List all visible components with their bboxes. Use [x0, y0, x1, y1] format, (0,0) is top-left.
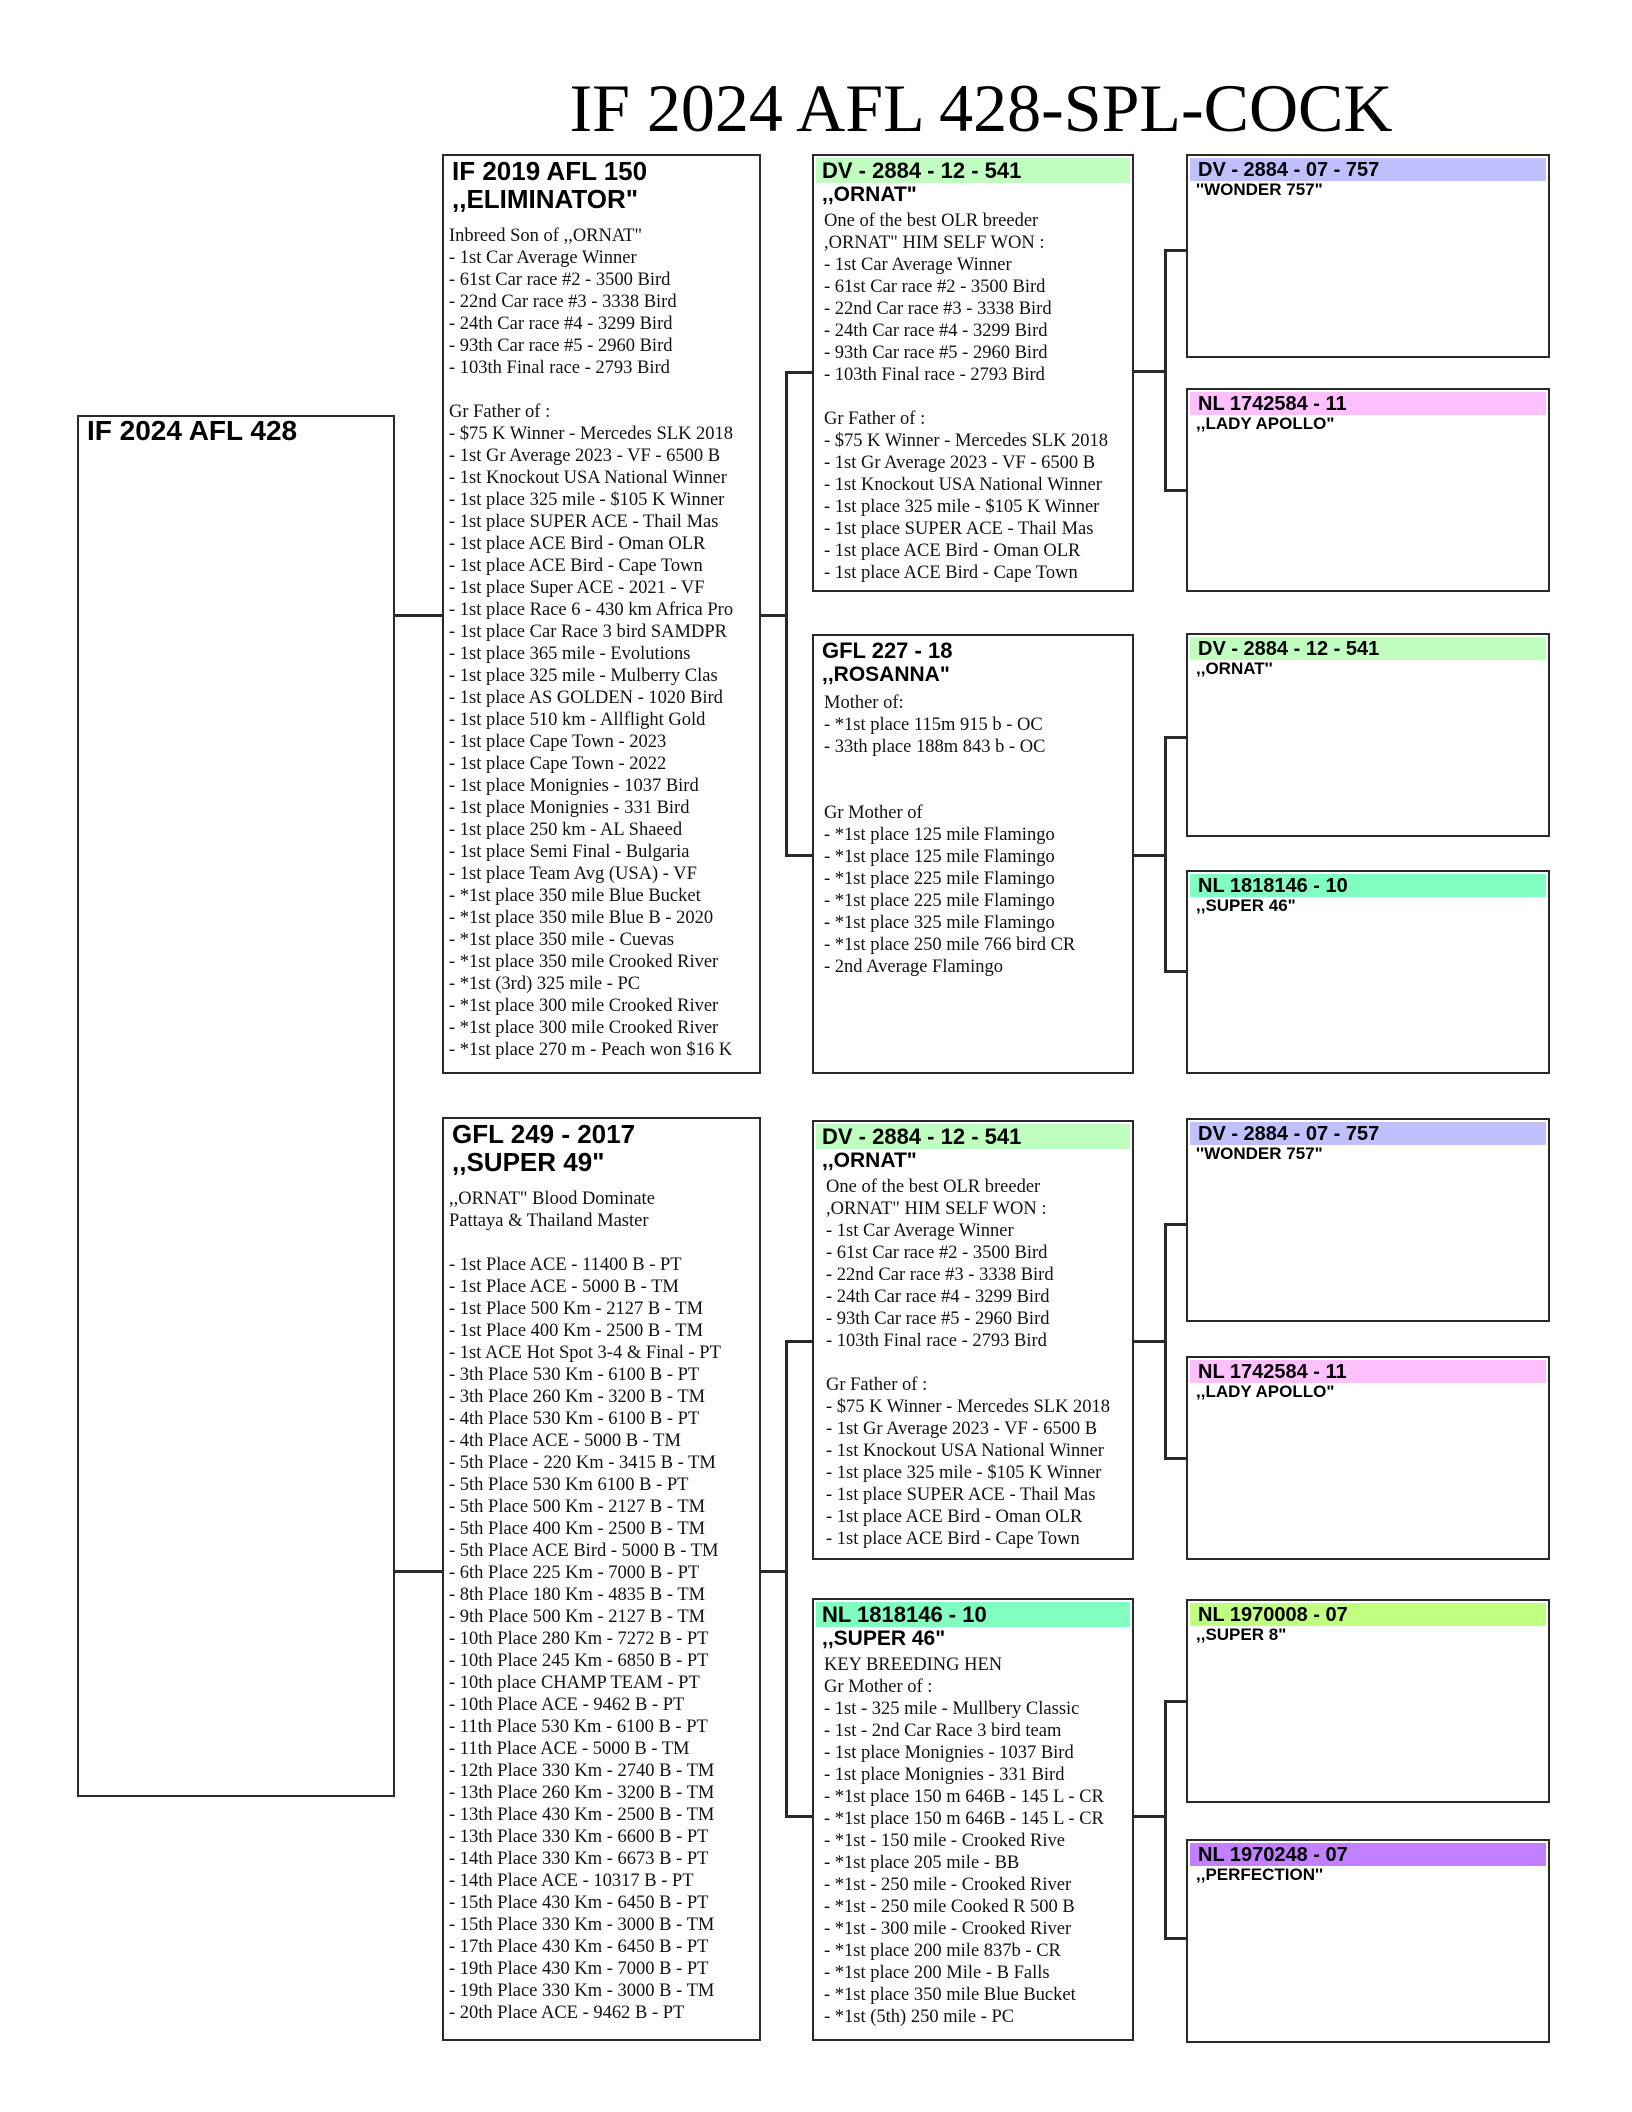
sire-ring: IF 2019 AFL 150 — [452, 156, 648, 186]
note-line: - 1st Gr Average 2023 - VF - 6500 B — [449, 446, 721, 466]
connector — [1164, 249, 1186, 252]
note-line: - 5th Place 400 Km - 2500 B - TM — [449, 1519, 706, 1539]
note-line: - *1st place 350 mile Blue Bucket — [824, 1985, 1076, 2005]
note-line: - 3th Place 530 Km - 6100 B - PT — [449, 1365, 700, 1385]
note-line: - *1st place 250 mile 766 bird CR — [824, 935, 1076, 955]
note-line: - 10th Place 280 Km - 7272 B - PT — [449, 1629, 709, 1649]
note-line: - 93th Car race #5 - 2960 Bird — [826, 1309, 1050, 1329]
note-line: - *1st place 125 mile Flamingo — [824, 847, 1055, 867]
subject-ring: IF 2024 AFL 428 — [87, 415, 298, 446]
connector — [785, 1340, 788, 1818]
note-line: - *1st place 205 mile - BB — [824, 1853, 1020, 1873]
note-line: - *1st - 300 mile - Crooked River — [824, 1919, 1072, 1939]
note-line: - 103th Final race - 2793 Bird — [826, 1331, 1047, 1351]
ggp-box-4 — [1186, 870, 1550, 1074]
note-line: - 1st place ACE Bird - Cape Town — [826, 1529, 1080, 1549]
note-line: - 13th Place 260 Km - 3200 B - TM — [449, 1783, 715, 1803]
note-line: - 1st Car Average Winner — [824, 255, 1012, 275]
note-line: - 11th Place 530 Km - 6100 B - PT — [449, 1717, 708, 1737]
ggp-name: ''WONDER 757" — [1196, 1144, 1323, 1163]
sire-dam-box — [812, 634, 1134, 1074]
note-line: KEY BREEDING HEN — [824, 1655, 1003, 1675]
sire-box — [442, 154, 761, 1074]
note-line: - 1st place Monignies - 331 Bird — [824, 1765, 1065, 1785]
note-line: - 1st Place ACE - 5000 B - TM — [449, 1277, 679, 1297]
connector — [1133, 1340, 1166, 1343]
note-line: - 15th Place 330 Km - 3000 B - TM — [449, 1915, 715, 1935]
connector — [1133, 1815, 1166, 1818]
dam-notes — [444, 1176, 759, 2024]
ggp-box-1 — [1186, 154, 1550, 358]
note-line: - 1st Place 400 Km - 2500 B - TM — [449, 1321, 704, 1341]
connector — [1133, 370, 1166, 373]
note-line — [449, 1232, 759, 1254]
note-line: - 1st place 510 km - Allflight Gold — [449, 710, 706, 730]
sire-sire-box — [812, 154, 1134, 592]
note-line: - *1st place 200 mile 837b - CR — [824, 1941, 1061, 1961]
note-line: - $75 K Winner - Mercedes SLK 2018 — [824, 431, 1109, 451]
ggp-box-6 — [1186, 1356, 1550, 1560]
connector — [760, 614, 787, 617]
note-line: - 1st place Cape Town - 2023 — [449, 732, 667, 752]
note-line: - 61st Car race #2 - 3500 Bird — [824, 277, 1046, 297]
note-line: One of the best OLR breeder — [824, 211, 1039, 231]
note-line: - *1st place 115m 915 b - OC — [824, 715, 1043, 735]
sire-dam-name: ,,ROSANNA" — [822, 663, 950, 686]
note-line: Inbreed Son of ,,ORNAT" — [449, 226, 643, 246]
note-line: - 2nd Average Flamingo — [824, 957, 1003, 977]
connector — [760, 1570, 787, 1573]
note-line: - 61st Car race #2 - 3500 Bird — [826, 1243, 1048, 1263]
connector — [1164, 1937, 1186, 1940]
note-line: - 14th Place ACE - 10317 B - PT — [449, 1871, 694, 1891]
note-line: - 1st place AS GOLDEN - 1020 Bird — [449, 688, 723, 708]
ggp-name: ,,PERFECTION'' — [1196, 1865, 1324, 1884]
note-line: - 5th Place 530 Km 6100 B - PT — [449, 1475, 689, 1495]
connector — [785, 854, 812, 857]
note-line: - 19th Place 430 Km - 7000 B - PT — [449, 1959, 709, 1979]
ggp-ring: NL 1970008 - 07 — [1190, 1603, 1546, 1626]
note-line: - 103th Final race - 2793 Bird — [824, 365, 1045, 385]
note-line: - *1st place 150 m 646B - 145 L - CR — [824, 1787, 1104, 1807]
pedigree-title: IF 2024 AFL 428-SPL-COCK — [569, 70, 1393, 146]
connector — [1164, 489, 1186, 492]
note-line — [824, 758, 1132, 780]
note-line: - 1st Car Average Winner — [449, 248, 637, 268]
note-line: - *1st place 125 mile Flamingo — [824, 825, 1055, 845]
ggp-name: ''WONDER 757" — [1196, 180, 1323, 199]
note-line: - *1st place 350 mile - Cuevas — [449, 930, 675, 950]
ggp-name: ,,LADY APOLLO" — [1196, 414, 1335, 433]
dam-dam-name: ,,SUPER 46" — [822, 1627, 946, 1650]
note-line: - $75 K Winner - Mercedes SLK 2018 — [826, 1397, 1111, 1417]
note-line: - 1st place ACE Bird - Cape Town — [449, 556, 703, 576]
dam-dam-ring: NL 1818146 - 10 — [816, 1602, 1130, 1627]
ggp-ring: NL 1970248 - 07 — [1190, 1843, 1546, 1866]
note-line: - 15th Place 430 Km - 6450 B - PT — [449, 1893, 709, 1913]
note-line: - 12th Place 330 Km - 2740 B - TM — [449, 1761, 715, 1781]
note-line: - *1st place 300 mile Crooked River — [449, 996, 719, 1016]
note-line: - 1st - 2nd Car Race 3 bird team — [824, 1721, 1062, 1741]
note-line: - 1st place Team Avg (USA) - VF — [449, 864, 697, 884]
connector — [785, 371, 812, 374]
note-line: - 103th Final race - 2793 Bird — [449, 358, 670, 378]
dam-ring: GFL 249 - 2017 — [452, 1119, 636, 1149]
note-line: - 1st place 325 mile - $105 K Winner — [826, 1463, 1102, 1483]
note-line: - 1st Gr Average 2023 - VF - 6500 B — [826, 1419, 1098, 1439]
note-line: Pattaya & Thailand Master — [449, 1211, 649, 1231]
note-line: - 1st place ACE Bird - Oman OLR — [826, 1507, 1083, 1527]
note-line: - 20th Place ACE - 9462 B - PT — [449, 2003, 685, 2023]
sire-notes — [444, 213, 759, 1061]
note-line: ,ORNAT" HIM SELF WON : — [824, 233, 1045, 253]
note-line: - 1st place 325 mile - $105 K Winner — [449, 490, 725, 510]
note-line: - 22nd Car race #3 - 3338 Bird — [826, 1265, 1054, 1285]
sire-sire-ring: DV - 2884 - 12 - 541 — [816, 158, 1130, 183]
note-line: Mother of: — [824, 693, 904, 713]
note-line: - 1st Place ACE - 11400 B - PT — [449, 1255, 682, 1275]
note-line: - *1st place 350 mile Crooked River — [449, 952, 719, 972]
note-line: - 11th Place ACE - 5000 B - TM — [449, 1739, 690, 1759]
note-line: Gr Father of : — [824, 409, 926, 429]
sire-sire-name: ,,ORNAT" — [822, 183, 917, 206]
note-line: - 24th Car race #4 - 3299 Bird — [449, 314, 673, 334]
note-line: - 1st place Super ACE - 2021 - VF — [449, 578, 705, 598]
ggp-box-7 — [1186, 1599, 1550, 1803]
note-line — [824, 780, 1132, 802]
note-line: - 5th Place - 220 Km - 3415 B - TM — [449, 1453, 716, 1473]
note-line: - $75 K Winner - Mercedes SLK 2018 — [449, 424, 734, 444]
note-line: - 24th Car race #4 - 3299 Bird — [826, 1287, 1050, 1307]
ggp-name: ,,LADY APOLLO" — [1196, 1382, 1335, 1401]
note-line: - 3th Place 260 Km - 3200 B - TM — [449, 1387, 706, 1407]
ggp-name: ,,SUPER 8" — [1196, 1625, 1287, 1644]
connector — [785, 1340, 812, 1343]
note-line: - 1st place SUPER ACE - Thail Mas — [824, 519, 1094, 539]
connector — [785, 1815, 812, 1818]
note-line: - 1st place ACE Bird - Cape Town — [824, 563, 1078, 583]
note-line: - 1st place 325 mile - $105 K Winner — [824, 497, 1100, 517]
note-line: - 1st Knockout USA National Winner — [824, 475, 1102, 495]
connector — [1164, 1700, 1186, 1703]
note-line: - 1st ACE Hot Spot 3-4 & Final - PT — [449, 1343, 721, 1363]
note-line: - *1st - 150 mile - Crooked Rive — [824, 1831, 1065, 1851]
dam-sire-notes — [814, 1172, 1132, 1550]
note-line: - 8th Place 180 Km - 4835 B - TM — [449, 1585, 706, 1605]
ggp-name: ,,ORNAT'' — [1196, 659, 1273, 678]
note-line: - 1st place Monignies - 1037 Bird — [449, 776, 699, 796]
note-line: - 4th Place 530 Km - 6100 B - PT — [449, 1409, 700, 1429]
dam-dam-box — [812, 1598, 1134, 2041]
note-line: - 14th Place 330 Km - 6673 B - PT — [449, 1849, 709, 1869]
note-line: - 93th Car race #5 - 2960 Bird — [824, 343, 1048, 363]
note-line: - 17th Place 430 Km - 6450 B - PT — [449, 1937, 709, 1957]
note-line: - 22nd Car race #3 - 3338 Bird — [449, 292, 677, 312]
note-line: - 1st place SUPER ACE - Thail Mas — [826, 1485, 1096, 1505]
note-line: - 13th Place 430 Km - 2500 B - TM — [449, 1805, 715, 1825]
connector — [394, 614, 442, 617]
note-line: - 1st place Monignies - 331 Bird — [449, 798, 690, 818]
note-line: - 13th Place 330 Km - 6600 B - PT — [449, 1827, 709, 1847]
note-line: Gr Father of : — [826, 1375, 928, 1395]
note-line: - 19th Place 330 Km - 3000 B - TM — [449, 1981, 715, 2001]
note-line: - *1st - 250 mile Cooked R 500 B — [824, 1897, 1075, 1917]
note-line: - 24th Car race #4 - 3299 Bird — [824, 321, 1048, 341]
dam-name: ,,SUPER 49" — [452, 1147, 605, 1177]
subject-box — [77, 415, 395, 1797]
sire-dam-ring: GFL 227 - 18 — [822, 638, 953, 663]
ggp-box-5 — [1186, 1118, 1550, 1322]
note-line: - 4th Place ACE - 5000 B - TM — [449, 1431, 681, 1451]
note-line: - 1st place ACE Bird - Oman OLR — [824, 541, 1081, 561]
note-line: - 1st place SUPER ACE - Thail Mas — [449, 512, 719, 532]
dam-dam-notes — [814, 1650, 1132, 2028]
note-line: One of the best OLR breeder — [826, 1177, 1041, 1197]
note-line: Gr Father of : — [449, 402, 551, 422]
sire-dam-notes — [814, 686, 1132, 978]
note-line: ,,ORNAT" Blood Dominate — [449, 1189, 655, 1209]
note-line: - *1st - 250 mile - Crooked River — [824, 1875, 1072, 1895]
note-line: - 10th place CHAMP TEAM - PT — [449, 1673, 700, 1693]
note-line: ,ORNAT" HIM SELF WON : — [826, 1199, 1047, 1219]
note-line: - *1st (5th) 250 mile - PC — [824, 2007, 1015, 2027]
note-line: - 22nd Car race #3 - 3338 Bird — [824, 299, 1052, 319]
ggp-ring: NL 1742584 - 11 — [1190, 1360, 1546, 1383]
note-line: - 9th Place 500 Km - 2127 B - TM — [449, 1607, 706, 1627]
note-line: Gr Mother of : — [824, 1677, 933, 1697]
note-line: - 5th Place ACE Bird - 5000 B - TM — [449, 1541, 719, 1561]
dam-box — [442, 1117, 761, 2041]
note-line: - *1st (3rd) 325 mile - PC — [449, 974, 641, 994]
connector — [394, 1570, 442, 1573]
note-line — [826, 1352, 1132, 1374]
connector — [1164, 970, 1186, 973]
note-line: - 1st Place 500 Km - 2127 B - TM — [449, 1299, 704, 1319]
ggp-name: ,,SUPER 46" — [1196, 896, 1296, 915]
note-line: - 1st place Race 6 - 430 km Africa Pro — [449, 600, 734, 620]
connector — [1164, 1223, 1186, 1226]
note-line: Gr Mother of — [824, 803, 923, 823]
note-line: - *1st place 300 mile Crooked River — [449, 1018, 719, 1038]
ggp-box-3 — [1186, 633, 1550, 837]
sire-name: ,,ELIMINATOR" — [452, 184, 639, 214]
note-line: - 1st place 250 km - AL Shaeed — [449, 820, 683, 840]
dam-sire-ring: DV - 2884 - 12 - 541 — [816, 1124, 1130, 1149]
ggp-ring: DV - 2884 - 12 - 541 — [1190, 637, 1546, 660]
note-line: - *1st place 150 m 646B - 145 L - CR — [824, 1809, 1104, 1829]
note-line: - 1st Knockout USA National Winner — [826, 1441, 1104, 1461]
connector — [1164, 736, 1186, 739]
note-line: - 1st place Semi Final - Bulgaria — [449, 842, 690, 862]
note-line: - 61st Car race #2 - 3500 Bird — [449, 270, 671, 290]
note-line: - *1st place 325 mile Flamingo — [824, 913, 1055, 933]
note-line: - 1st place 325 mile - Mulberry Clas — [449, 666, 718, 686]
ggp-ring: DV - 2884 - 07 - 757 — [1190, 158, 1546, 181]
note-line: - *1st place 225 mile Flamingo — [824, 891, 1055, 911]
note-line: - 1st place 365 mile - Evolutions — [449, 644, 691, 664]
ggp-ring: NL 1818146 - 10 — [1190, 874, 1546, 897]
note-line: - 1st place ACE Bird - Oman OLR — [449, 534, 706, 554]
note-line: - *1st place 350 mile Blue B - 2020 — [449, 908, 714, 928]
note-line: - 6th Place 225 Km - 7000 B - PT — [449, 1563, 700, 1583]
note-line: - *1st place 200 Mile - B Falls — [824, 1963, 1050, 1983]
note-line: - 1st - 325 mile - Mullbery Classic — [824, 1699, 1080, 1719]
note-line: - *1st place 225 mile Flamingo — [824, 869, 1055, 889]
ggp-ring: NL 1742584 - 11 — [1190, 392, 1546, 415]
note-line: - 93th Car race #5 - 2960 Bird — [449, 336, 673, 356]
connector — [1164, 1700, 1167, 1940]
sire-sire-notes — [814, 206, 1132, 584]
note-line: - *1st place 270 m - Peach won $16 K — [449, 1040, 733, 1060]
connector — [1164, 1457, 1186, 1460]
note-line — [824, 386, 1132, 408]
note-line — [449, 379, 759, 401]
note-line: - 10th Place ACE - 9462 B - PT — [449, 1695, 685, 1715]
dam-sire-box — [812, 1120, 1134, 1560]
note-line: - *1st place 350 mile Blue Bucket — [449, 886, 701, 906]
ggp-box-8 — [1186, 1839, 1550, 2043]
note-line: - 1st Knockout USA National Winner — [449, 468, 727, 488]
note-line: - 1st Car Average Winner — [826, 1221, 1014, 1241]
note-line: - 1st place Car Race 3 bird SAMDPR — [449, 622, 727, 642]
note-line: - 1st Gr Average 2023 - VF - 6500 B — [824, 453, 1096, 473]
note-line: - 10th Place 245 Km - 6850 B - PT — [449, 1651, 709, 1671]
ggp-box-2 — [1186, 388, 1550, 592]
dam-sire-name: ,,ORNAT" — [822, 1149, 917, 1172]
ggp-ring: DV - 2884 - 07 - 757 — [1190, 1122, 1546, 1145]
note-line: - 5th Place 500 Km - 2127 B - TM — [449, 1497, 706, 1517]
note-line: - 1st place Cape Town - 2022 — [449, 754, 667, 774]
note-line: - 1st place Monignies - 1037 Bird — [824, 1743, 1074, 1763]
connector — [1133, 854, 1166, 857]
note-line: - 33th place 188m 843 b - OC — [824, 737, 1046, 757]
